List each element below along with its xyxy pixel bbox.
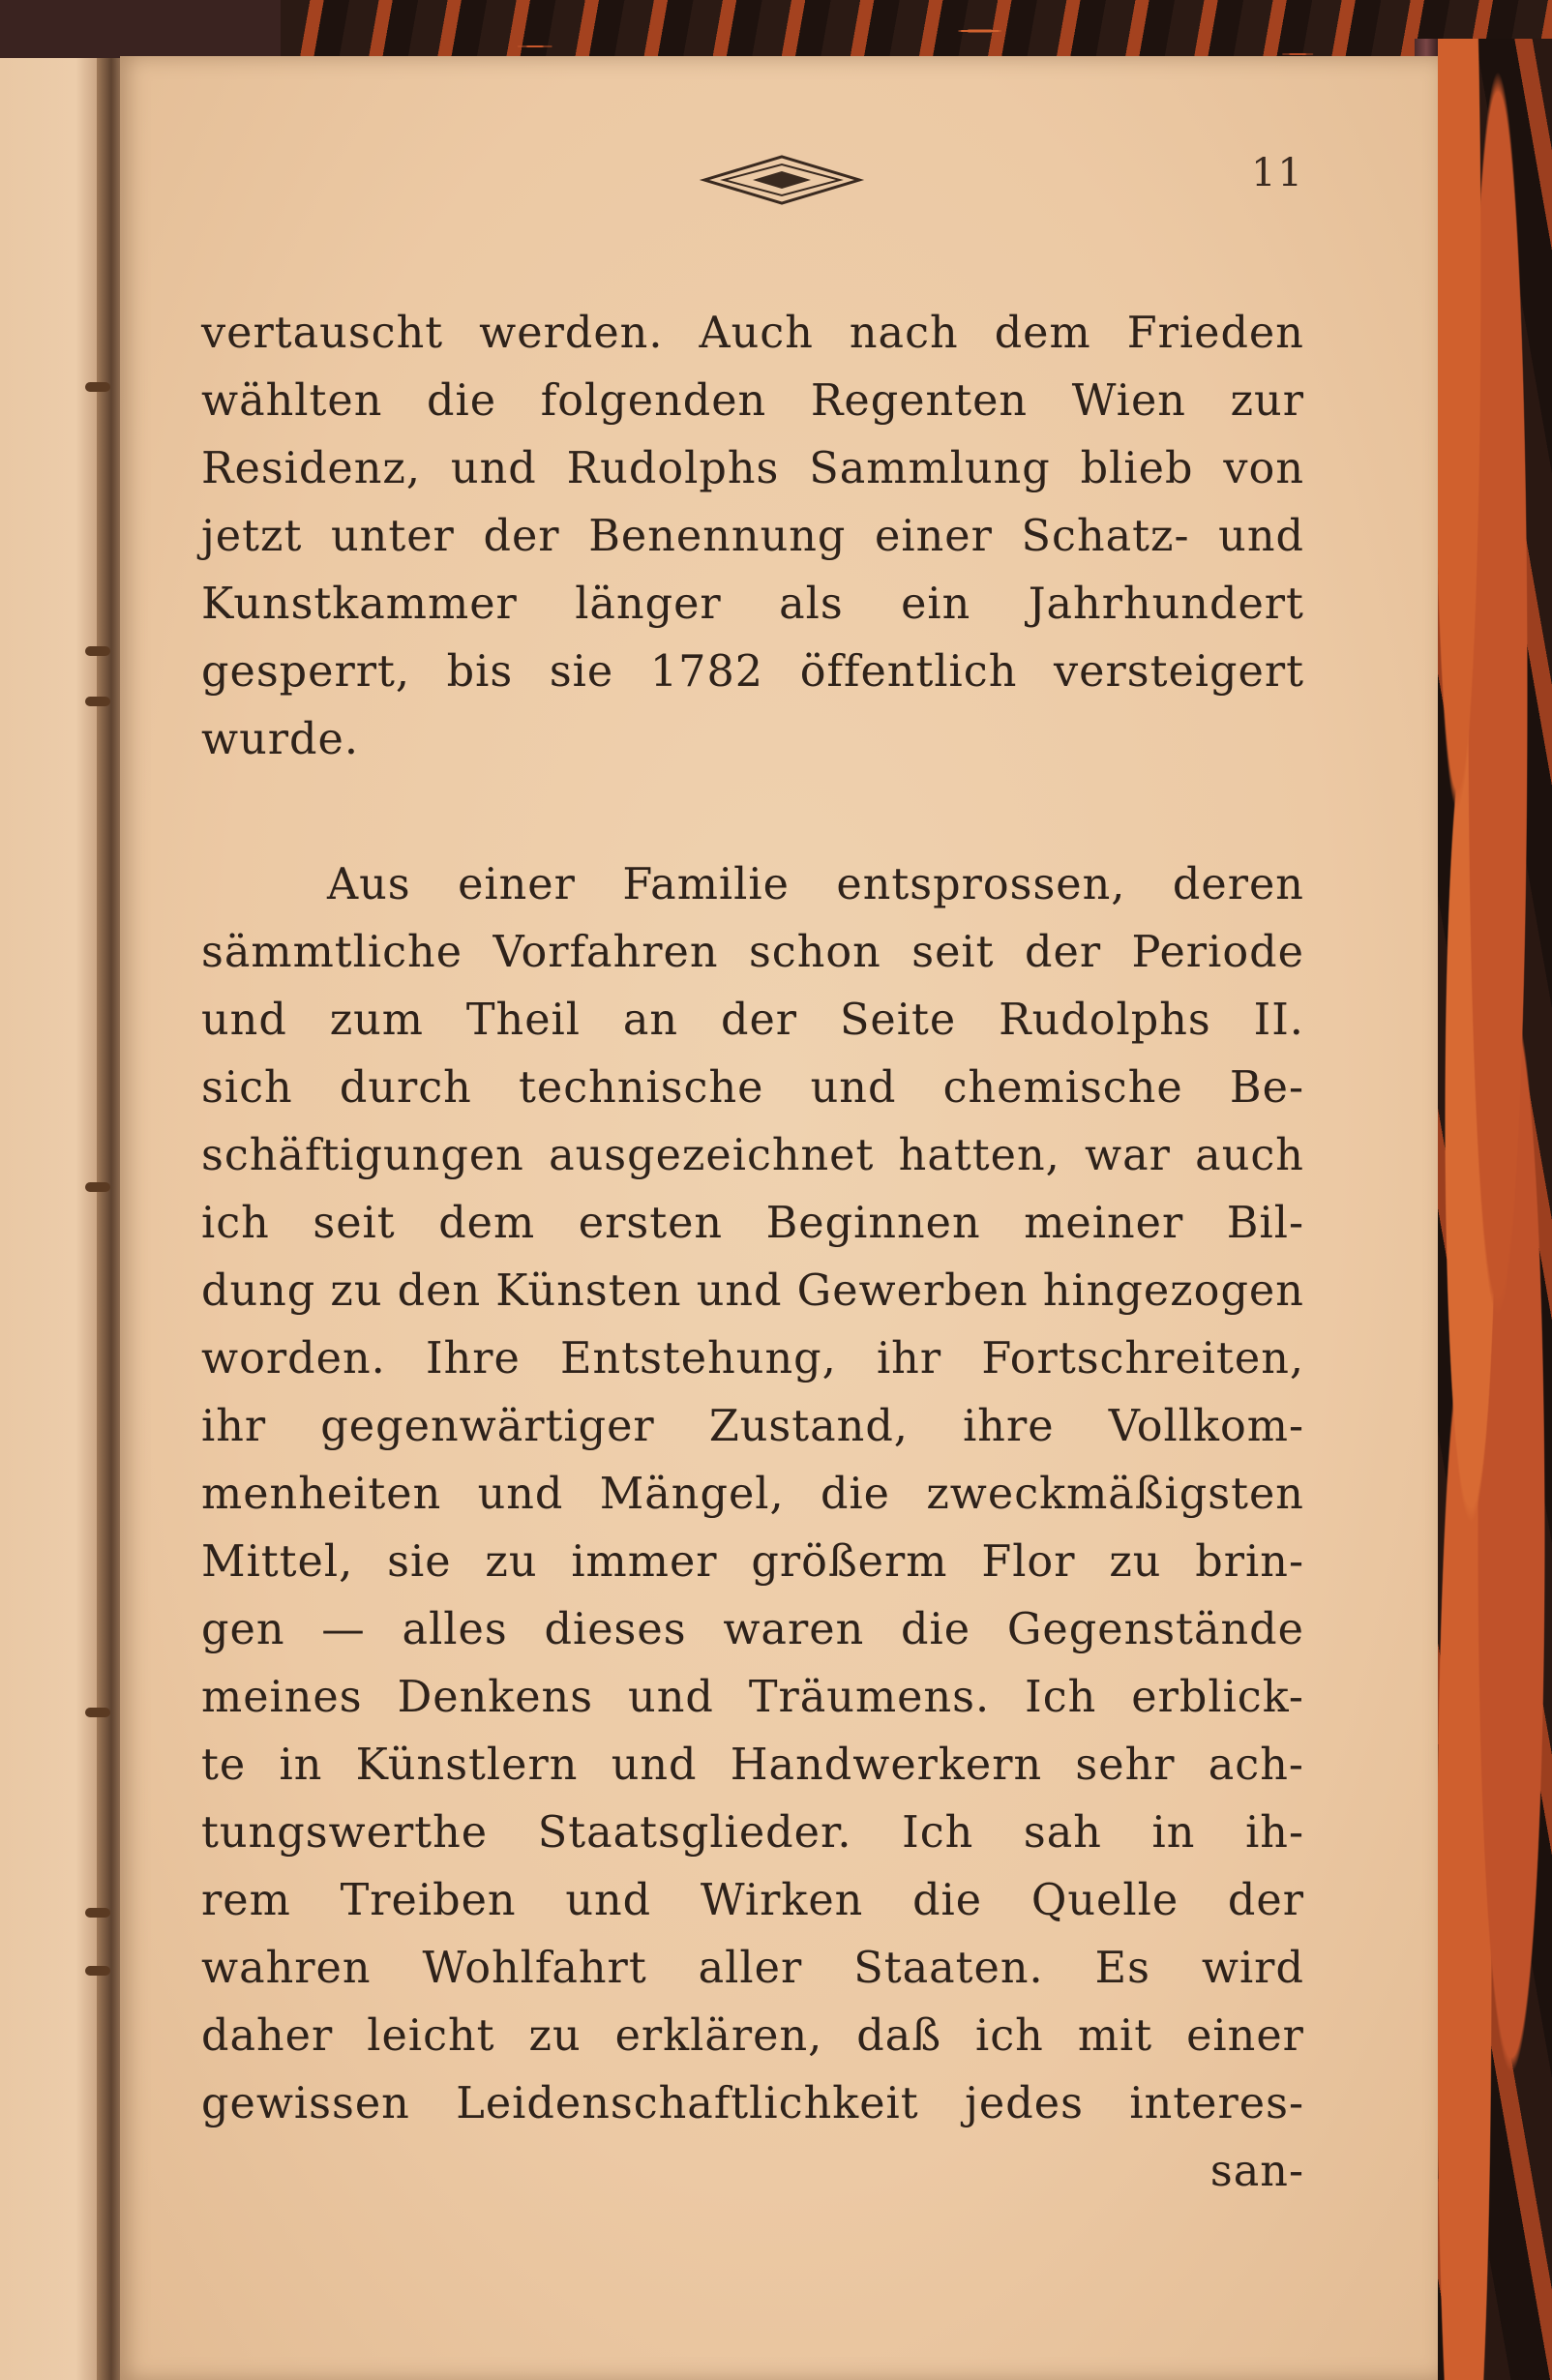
binding-stitch xyxy=(85,1966,110,1976)
text-line: te in Künstlern und Handwerkern sehr ach- xyxy=(201,1740,1304,1790)
text-line: daher leicht zu erklären, daß ich mit einer xyxy=(201,2011,1304,2061)
text-line: gen — alles dieses waren die Gegenstände xyxy=(201,1605,1304,1654)
page-text xyxy=(201,300,1304,2206)
text-line: schäftigungen ausgezeichnet hatten, war auch xyxy=(201,1131,1304,1180)
page-number: 11 xyxy=(1251,151,1304,195)
binding-stitch xyxy=(85,1182,110,1192)
text-line: Aus einer Familie entsprossen, deren xyxy=(327,860,1304,909)
text-line: vertauscht werden. Auch nach dem Frieden xyxy=(201,309,1304,358)
text-line: menheiten und Mängel, die zweckmäßigsten xyxy=(201,1470,1304,1519)
binding-stitch xyxy=(85,1908,110,1918)
text-line: ihr gegenwärtiger Zustand, ihre Vollkom- xyxy=(201,1402,1304,1451)
text-line: sämmtliche Vorfahren schon seit der Periode xyxy=(201,928,1304,977)
text-line: sich durch technische und chemische Be- xyxy=(201,1063,1304,1113)
text-line: wurde. xyxy=(201,715,359,764)
text-line: und zum Theil an der Seite Rudolphs II. xyxy=(201,996,1304,1045)
text-line: dung zu den Künsten und Gewerben hingezogen xyxy=(201,1266,1304,1316)
text-line: rem Treiben und Wirken die Quelle der xyxy=(201,1876,1304,1925)
text-line: meines Denkens und Träumens. Ich erblick- xyxy=(201,1673,1304,1722)
diamond-ornament-icon xyxy=(695,151,869,209)
binding-stitch xyxy=(85,1708,110,1717)
text-line: wählten die folgenden Regenten Wien zur xyxy=(201,376,1304,426)
text-line: worden. Ihre Entstehung, ihr Fortschreiten, xyxy=(201,1334,1304,1383)
text-line: Mittel, sie zu immer größerm Flor zu brin- xyxy=(201,1537,1304,1587)
text-line: ich seit dem ersten Beginnen meiner Bil- xyxy=(201,1199,1304,1248)
text-line: Kunstkammer länger als ein Jahrhundert xyxy=(201,580,1304,629)
text-line: gesperrt, bis sie 1782 öffentlich versteigert xyxy=(201,647,1304,697)
binding-stitch xyxy=(85,646,110,656)
page-header xyxy=(201,151,1304,228)
binding-stitch xyxy=(85,382,110,392)
text-line: jetzt unter der Benennung einer Schatz- und xyxy=(201,512,1304,561)
text-line: wahren Wohlfahrt aller Staaten. Es wird xyxy=(201,1944,1304,1993)
text-line: Residenz, und Rudolphs Sammlung blieb von xyxy=(201,444,1304,493)
text-line: tungswerthe Staatsglieder. Ich sah in ih- xyxy=(201,1808,1304,1858)
text-line: gewissen Leidenschaftlichkeit jedes interes- xyxy=(201,2079,1304,2128)
catchword: san- xyxy=(1209,2147,1304,2196)
left-page-edge xyxy=(0,58,108,2380)
binding-stitch xyxy=(85,697,110,706)
